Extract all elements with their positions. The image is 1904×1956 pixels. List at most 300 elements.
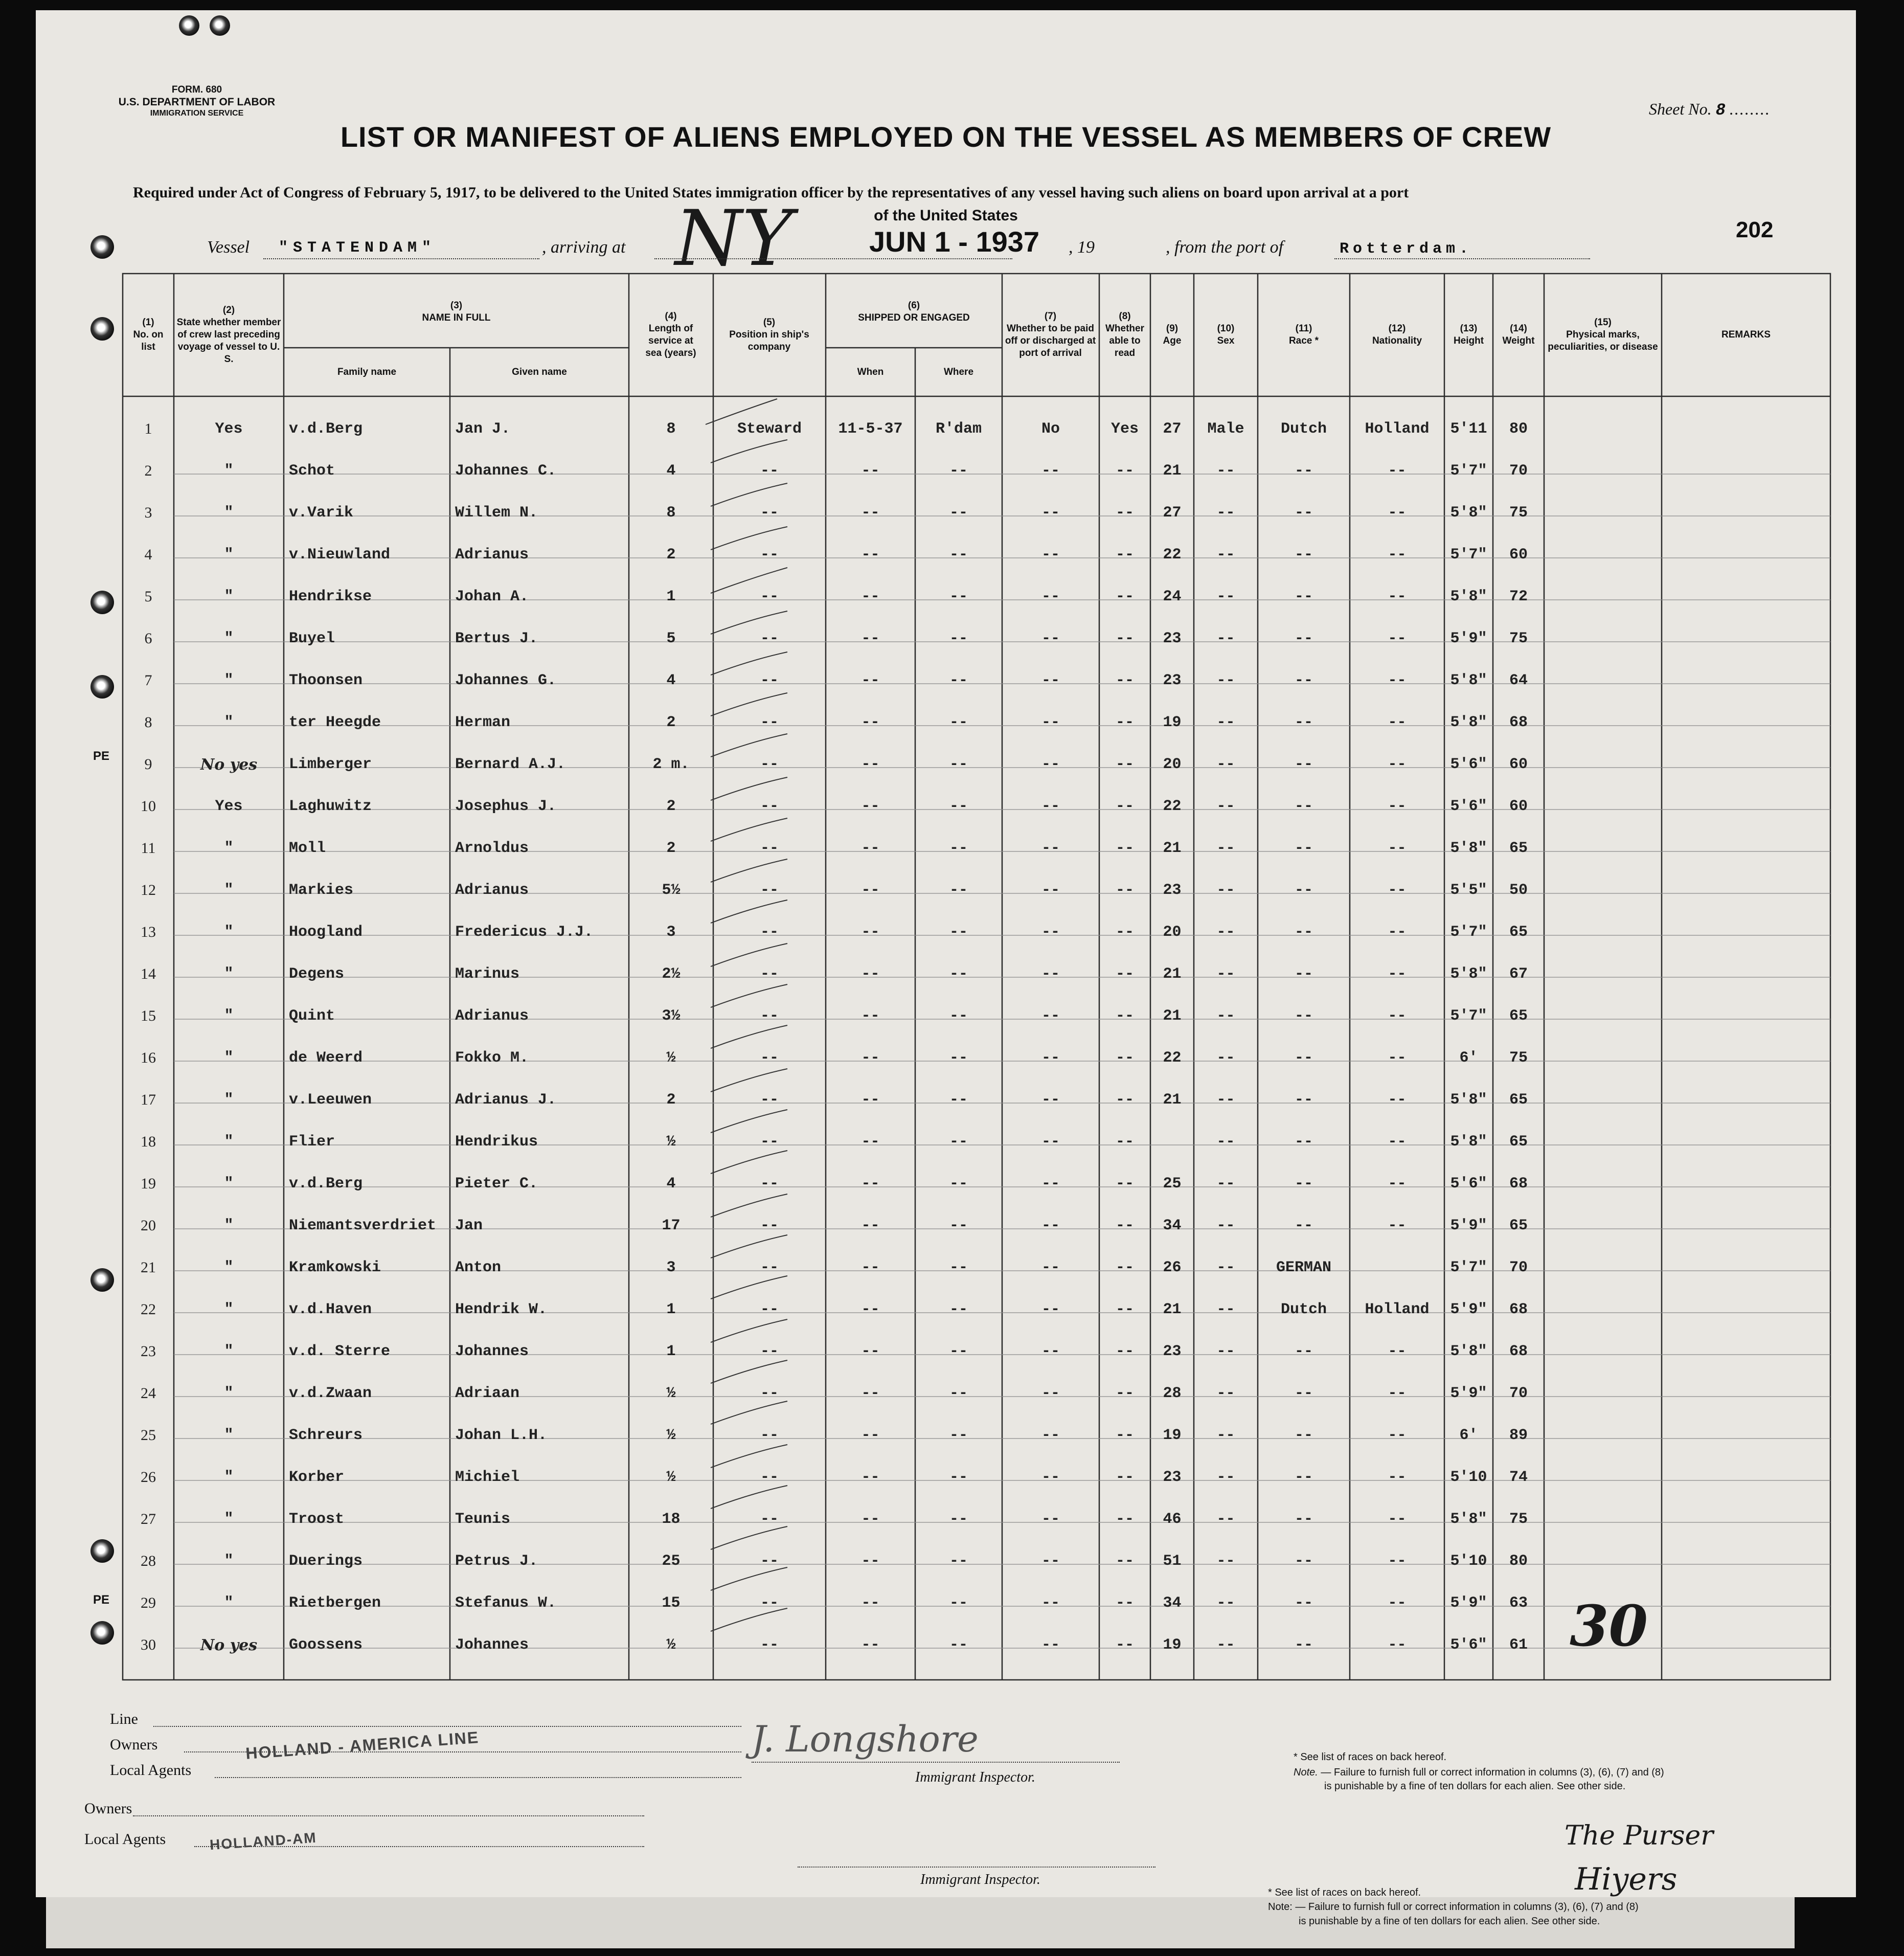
nationality-cell: -- (1388, 1511, 1407, 1528)
weight-cell: 80 (1509, 1553, 1528, 1570)
row-number: 12 (141, 882, 156, 898)
position-cell: -- (760, 1553, 779, 1570)
nationality-cell: -- (1388, 1343, 1407, 1360)
paid-off-cell: -- (1041, 1049, 1060, 1067)
shipped-when-cell: -- (861, 1511, 880, 1528)
paid-off-cell: -- (1041, 965, 1060, 983)
nationality-cell: -- (1388, 756, 1407, 773)
shipped-when-cell: -- (861, 1175, 880, 1193)
shipped-when-cell: -- (861, 840, 880, 857)
vessel-name: "STATENDAM" (279, 239, 437, 257)
weight-cell: 70 (1509, 462, 1528, 480)
race-cell: -- (1294, 1007, 1313, 1025)
sex-cell: -- (1216, 1427, 1235, 1444)
race-cell: Dutch (1280, 420, 1327, 438)
paid-off-cell: -- (1041, 630, 1060, 647)
family-name-cell: Schreurs (289, 1427, 363, 1444)
paid-off-cell: -- (1041, 1133, 1060, 1151)
row-number: 13 (141, 924, 156, 940)
able-to-read-cell: -- (1115, 630, 1134, 647)
row-number: 3 (144, 504, 152, 521)
service-cell: ½ (666, 1133, 676, 1151)
col-header-prev-voyage: (2) State whether member of crew last preceding voyage of vessel to U. S. (176, 305, 281, 365)
age-cell: 34 (1163, 1217, 1182, 1234)
given-name-cell: Bertus J. (455, 630, 538, 647)
race-cell: -- (1294, 1217, 1313, 1234)
race-cell: -- (1294, 630, 1313, 647)
given-name-cell: Johan A. (455, 588, 529, 605)
family-name-cell: Schot (289, 462, 335, 480)
shipped-where-cell: -- (949, 714, 968, 731)
sex-cell: -- (1216, 1007, 1235, 1025)
sex-cell: -- (1216, 1049, 1235, 1067)
sex-cell: -- (1216, 882, 1235, 899)
family-name-cell: v.Nieuwland (289, 546, 391, 564)
prev-voyage-cell: " (224, 965, 234, 983)
height-cell: 5'8" (1450, 672, 1487, 689)
prev-voyage-cell: " (224, 1133, 234, 1151)
weight-cell: 80 (1509, 420, 1528, 438)
nationality-cell: Holland (1365, 420, 1430, 438)
height-cell: 5'9" (1450, 1594, 1487, 1612)
shipped-where-cell: -- (949, 1636, 968, 1654)
weight-cell: 68 (1509, 1343, 1528, 1360)
sex-cell: -- (1216, 1385, 1235, 1402)
able-to-read-cell: -- (1115, 588, 1134, 605)
service-cell: 15 (662, 1594, 681, 1612)
given-name-cell: Johannes G. (455, 672, 557, 689)
row-number: 22 (141, 1301, 156, 1318)
race-cell: -- (1294, 1553, 1313, 1570)
paid-off-cell: -- (1041, 1175, 1060, 1193)
row-number: 19 (141, 1175, 156, 1192)
lower-note-2: is punishable by a fine of ten dollars for each alien. See other side. (1299, 1916, 1600, 1927)
able-to-read-cell: -- (1115, 1427, 1134, 1444)
col-header-nationality: (12) Nationality (1372, 323, 1422, 346)
shipped-when-cell: -- (861, 1469, 880, 1486)
paid-off-cell: -- (1041, 1091, 1060, 1109)
col-header-when: When (857, 366, 884, 377)
service-cell: 1 (666, 588, 676, 605)
shipped-when-cell: -- (861, 798, 880, 815)
weight-cell: 75 (1509, 630, 1528, 647)
age-cell: 24 (1163, 588, 1182, 605)
able-to-read-cell: -- (1115, 1385, 1134, 1402)
family-name-cell: v.Leeuwen (289, 1091, 372, 1109)
service-cell: ½ (666, 1385, 676, 1402)
race-cell: -- (1294, 1469, 1313, 1486)
prev-voyage-cell: " (224, 1427, 234, 1444)
paid-off-cell: -- (1041, 798, 1060, 815)
weight-cell: 68 (1509, 714, 1528, 731)
weight-cell: 65 (1509, 924, 1528, 941)
race-cell: -- (1294, 756, 1313, 773)
given-name-cell: Hendrik W. (455, 1301, 548, 1318)
col-header-given-name: Given name (512, 366, 567, 377)
position-cell: -- (760, 1343, 779, 1360)
able-to-read-cell: -- (1115, 756, 1134, 773)
shipped-when-cell: -- (861, 1553, 880, 1570)
nationality-cell: -- (1388, 1175, 1407, 1193)
age-cell: 46 (1163, 1511, 1182, 1528)
shipped-where-cell: -- (949, 1049, 968, 1067)
shipped-where-cell: -- (949, 1301, 968, 1318)
family-name-cell: Flier (289, 1133, 335, 1151)
race-cell: -- (1294, 1133, 1313, 1151)
position-cell: -- (760, 1469, 779, 1486)
able-to-read-cell: -- (1115, 1049, 1134, 1067)
vessel-label: Vessel (207, 238, 250, 257)
weight-cell: 61 (1509, 1636, 1528, 1654)
height-cell: 5'8" (1450, 965, 1487, 983)
shipped-when-cell: -- (861, 1594, 880, 1612)
able-to-read-cell: -- (1115, 1343, 1134, 1360)
arriving-port-handwritten: NY (675, 194, 793, 283)
weight-cell: 65 (1509, 1133, 1528, 1151)
shipped-when-cell: -- (861, 1217, 880, 1234)
shipped-when-cell: -- (861, 546, 880, 564)
sheet-number-label: Sheet No. 8 ........ (1649, 100, 1771, 120)
shipped-when-cell: -- (861, 1133, 880, 1151)
position-cell: -- (760, 965, 779, 983)
position-cell: -- (760, 798, 779, 815)
height-cell: 5'8" (1450, 1091, 1487, 1109)
row-number: 11 (141, 840, 156, 857)
race-cell: -- (1294, 882, 1313, 899)
age-cell: 23 (1163, 1343, 1182, 1360)
position-cell: -- (760, 1133, 779, 1151)
shipped-when-cell: -- (861, 965, 880, 983)
position-cell: -- (760, 1385, 779, 1402)
family-name-cell: ter Heegde (289, 714, 381, 731)
service-cell: 2 m. (652, 756, 690, 773)
able-to-read-cell: -- (1115, 1091, 1134, 1109)
shipped-where-cell: -- (949, 924, 968, 941)
height-cell: 5'8" (1450, 840, 1487, 857)
weight-cell: 64 (1509, 672, 1528, 689)
service-cell: ½ (666, 1469, 676, 1486)
given-name-cell: Willem N. (455, 504, 538, 522)
sex-cell: -- (1216, 1091, 1235, 1109)
age-cell: 21 (1163, 1007, 1182, 1025)
able-to-read-cell: -- (1115, 965, 1134, 983)
service-cell: 2 (666, 798, 676, 815)
shipped-when-cell: -- (861, 756, 880, 773)
footer-note: Note. — Failure to furnish full or correct information in columns (3), (6), (7) and (8) (1294, 1767, 1664, 1778)
footer-line-label: Line (110, 1711, 138, 1727)
family-name-cell: Kramkowski (289, 1259, 381, 1276)
shipped-where-cell: -- (949, 1175, 968, 1193)
family-name-cell: Korber (289, 1469, 345, 1486)
given-name-cell: Teunis (455, 1511, 511, 1528)
given-name-cell: Marinus (455, 965, 520, 983)
paid-off-cell: -- (1041, 546, 1060, 564)
position-cell: -- (760, 1091, 779, 1109)
position-cell: -- (760, 756, 779, 773)
service-cell: 3 (666, 924, 676, 941)
prev-voyage-cell: " (224, 1553, 234, 1570)
department-name: U.S. DEPARTMENT OF LABOR (118, 96, 276, 108)
shipped-when-cell: -- (861, 462, 880, 480)
col-header-remarks: REMARKS (1721, 329, 1771, 340)
age-cell: 21 (1163, 1091, 1182, 1109)
shipped-when-cell: -- (861, 1301, 880, 1318)
inspector-label: Immigrant Inspector. (915, 1769, 1035, 1785)
sex-cell: -- (1216, 1511, 1235, 1528)
sex-cell: -- (1216, 1217, 1235, 1234)
prev-voyage-cell: " (224, 1091, 234, 1109)
service-cell: 8 (666, 420, 676, 438)
race-cell: -- (1294, 1385, 1313, 1402)
year-label: , 19 (1069, 238, 1095, 257)
shipped-where-cell: R'dam (935, 420, 982, 438)
family-name-cell: Thoonsen (289, 672, 363, 689)
crew-count-handwritten: 30 (1570, 1593, 1648, 1659)
nationality-cell: -- (1388, 1217, 1407, 1234)
race-cell: -- (1294, 672, 1313, 689)
given-name-cell: Johannes C. (455, 462, 557, 480)
footer-agents-label: Local Agents (110, 1762, 192, 1779)
height-cell: 5'9" (1450, 630, 1487, 647)
row-number: 1 (144, 420, 152, 437)
service-cell: 5½ (662, 882, 681, 899)
family-name-cell: Limberger (289, 756, 372, 773)
service-cell: 2 (666, 546, 676, 564)
prev-voyage-cell: " (224, 1217, 234, 1234)
row-number: 7 (144, 672, 152, 689)
row-number: 30 (141, 1636, 156, 1653)
prev-voyage-cell: No yes (200, 756, 258, 774)
prev-voyage-cell: " (224, 1511, 234, 1528)
paid-off-cell: -- (1041, 840, 1060, 857)
age-cell: 20 (1163, 924, 1182, 941)
position-cell: -- (760, 630, 779, 647)
shipped-where-cell: -- (949, 965, 968, 983)
paid-off-cell: No (1041, 420, 1060, 438)
nationality-cell: -- (1388, 714, 1407, 731)
race-cell: -- (1294, 462, 1313, 480)
purser-signature-line-2: Hiyers (1575, 1861, 1678, 1897)
prev-voyage-cell: " (224, 546, 234, 564)
weight-cell: 60 (1509, 546, 1528, 564)
family-name-cell: v.d.Haven (289, 1301, 372, 1318)
age-cell: 22 (1163, 1049, 1182, 1067)
page-title: LIST OR MANIFEST OF ALIENS EMPLOYED ON THE VESSEL AS MEMBERS OF CREW (340, 121, 1552, 153)
shipped-when-cell: -- (861, 1636, 880, 1654)
service-cell: 1 (666, 1343, 676, 1360)
given-name-cell: Jan J. (455, 420, 511, 438)
height-cell: 5'7" (1450, 546, 1487, 564)
race-cell: -- (1294, 1511, 1313, 1528)
sex-cell: -- (1216, 504, 1235, 522)
prev-voyage-cell: " (224, 672, 234, 689)
sex-cell: -- (1216, 630, 1235, 647)
family-name-cell: de Weerd (289, 1049, 363, 1067)
paid-off-cell: -- (1041, 1636, 1060, 1654)
prev-voyage-cell: " (224, 882, 234, 899)
height-cell: 5'10 (1450, 1469, 1487, 1486)
able-to-read-cell: -- (1115, 882, 1134, 899)
weight-cell: 75 (1509, 1049, 1528, 1067)
able-to-read-cell: -- (1115, 1469, 1134, 1486)
col-header-no: (1) No. on list (133, 317, 164, 352)
footer-note-2: is punishable by a fine of ten dollars for each alien. See other side. (1324, 1781, 1626, 1792)
col-header-service: (4) Length of service at sea (years) (645, 311, 696, 358)
paid-off-cell: -- (1041, 924, 1060, 941)
paid-off-cell: -- (1041, 1343, 1060, 1360)
age-cell: 26 (1163, 1259, 1182, 1276)
able-to-read-cell: -- (1115, 1511, 1134, 1528)
row-number: 28 (141, 1553, 156, 1569)
row-number: 5 (144, 588, 152, 605)
nationality-cell: Holland (1365, 1301, 1430, 1318)
sex-cell: -- (1216, 1175, 1235, 1193)
height-cell: 5'8" (1450, 1343, 1487, 1360)
given-name-cell: Josephus J. (455, 798, 557, 815)
service-cell: ½ (666, 1427, 676, 1444)
sex-cell: -- (1216, 1343, 1235, 1360)
col-header-shipped: (6) SHIPPED OR ENGAGED (858, 300, 970, 323)
family-name-cell: Rietbergen (289, 1594, 381, 1612)
shipped-where-cell: -- (949, 798, 968, 815)
service-cell: 3 (666, 1259, 676, 1276)
paid-off-cell: -- (1041, 714, 1060, 731)
position-cell: -- (760, 882, 779, 899)
shipped-when-cell: -- (861, 1385, 880, 1402)
height-cell: 5'5" (1450, 882, 1487, 899)
col-header-age: (9) Age (1163, 323, 1182, 346)
nationality-cell: -- (1388, 965, 1407, 983)
service-cell: 5 (666, 630, 676, 647)
family-name-cell: Hoogland (289, 924, 363, 941)
height-cell: 6' (1459, 1049, 1478, 1067)
service-cell: 18 (662, 1511, 681, 1528)
note-races: * See list of races on back hereof. (1294, 1751, 1447, 1763)
weight-cell: 65 (1509, 1091, 1528, 1109)
family-name-cell: Hendrikse (289, 588, 372, 605)
given-name-cell: Bernard A.J. (455, 756, 566, 773)
owners-stamp: HOLLAND - AMERICA LINE (245, 1728, 480, 1763)
given-name-cell: Johan L.H. (455, 1427, 548, 1444)
age-cell: 22 (1163, 546, 1182, 564)
nationality-cell: -- (1388, 1553, 1407, 1570)
race-cell: -- (1294, 965, 1313, 983)
col-header-where: Where (943, 366, 974, 377)
weight-cell: 70 (1509, 1385, 1528, 1402)
height-cell: 5'6" (1450, 1636, 1487, 1654)
paid-off-cell: -- (1041, 1469, 1060, 1486)
row-number: 10 (141, 798, 156, 815)
service-cell: 4 (666, 462, 676, 480)
row-number: 20 (141, 1217, 156, 1234)
service-cell: 25 (662, 1553, 681, 1570)
able-to-read-cell: -- (1115, 1133, 1134, 1151)
weight-cell: 60 (1509, 756, 1528, 773)
lower-note: Note: — Failure to furnish full or correct information in columns (3), (6), (7) and (8) (1268, 1901, 1639, 1913)
height-cell: 5'8" (1450, 504, 1487, 522)
given-name-cell: Fokko M. (455, 1049, 529, 1067)
col-header-weight: (14) Weight (1502, 323, 1535, 346)
height-cell: 5'6" (1450, 1175, 1487, 1193)
service-cell: 2 (666, 1091, 676, 1109)
row-number: 15 (141, 1007, 156, 1024)
row-number: 6 (144, 630, 152, 647)
age-cell: 23 (1163, 882, 1182, 899)
prev-voyage-cell: Yes (215, 420, 243, 438)
position-cell: -- (760, 714, 779, 731)
paid-off-cell: -- (1041, 1511, 1060, 1528)
page-number-202: 202 (1736, 217, 1774, 242)
age-cell: 22 (1163, 798, 1182, 815)
nationality-cell: -- (1388, 1427, 1407, 1444)
age-cell: 27 (1163, 420, 1182, 438)
age-cell: 23 (1163, 672, 1182, 689)
col-header-family-name: Family name (337, 366, 397, 377)
age-cell: 27 (1163, 504, 1182, 522)
paid-off-cell: -- (1041, 1427, 1060, 1444)
col-header-race: (11) Race * (1288, 323, 1319, 346)
paid-off-cell: -- (1041, 1259, 1060, 1276)
able-to-read-cell: -- (1115, 714, 1134, 731)
given-name-cell: Johannes (455, 1343, 529, 1360)
paid-off-cell: -- (1041, 462, 1060, 480)
row-number: 9 (144, 756, 152, 773)
family-name-cell: Duerings (289, 1553, 363, 1570)
height-cell: 5'10 (1450, 1553, 1487, 1570)
age-cell: 19 (1163, 1427, 1182, 1444)
weight-cell: 74 (1509, 1469, 1528, 1486)
shipped-where-cell: -- (949, 840, 968, 857)
shipped-when-cell: -- (861, 882, 880, 899)
given-name-cell: Adrianus J. (455, 1091, 557, 1109)
service-name: IMMIGRATION SERVICE (150, 109, 244, 118)
nationality-cell: -- (1388, 1469, 1407, 1486)
shipped-when-cell: -- (861, 924, 880, 941)
nationality-cell: -- (1388, 1049, 1407, 1067)
sex-cell: -- (1216, 588, 1235, 605)
height-cell: 5'7" (1450, 924, 1487, 941)
nationality-cell: -- (1388, 882, 1407, 899)
row-number: 18 (141, 1133, 156, 1150)
shipped-when-cell: -- (861, 1091, 880, 1109)
age-cell: 19 (1163, 1636, 1182, 1654)
col-header-read: (8) Whether able to read (1105, 311, 1144, 358)
position-cell: -- (760, 1636, 779, 1654)
age-cell: 25 (1163, 1175, 1182, 1193)
age-cell: 51 (1163, 1553, 1182, 1570)
shipped-where-cell: -- (949, 1091, 968, 1109)
inspector-signature: J. Longshore (752, 1718, 979, 1760)
position-cell: -- (760, 1594, 779, 1612)
row-number: 29 (141, 1594, 156, 1611)
prev-voyage-cell: " (224, 1594, 234, 1612)
lower-inspector-label: Immigrant Inspector. (920, 1872, 1040, 1887)
paid-off-cell: -- (1041, 756, 1060, 773)
able-to-read-cell: -- (1115, 1175, 1134, 1193)
race-cell: -- (1294, 714, 1313, 731)
service-cell: 1 (666, 1301, 676, 1318)
shipped-when-cell: -- (861, 672, 880, 689)
shipped-where-cell: -- (949, 672, 968, 689)
row-number: 17 (141, 1091, 156, 1108)
nationality-cell: -- (1388, 504, 1407, 522)
height-cell: 5'9" (1450, 1301, 1487, 1318)
family-name-cell: Degens (289, 965, 345, 983)
height-cell: 5'8" (1450, 588, 1487, 605)
row-number: 21 (141, 1259, 156, 1276)
nationality-cell: -- (1388, 546, 1407, 564)
given-name-cell: Adrianus (455, 1007, 529, 1025)
